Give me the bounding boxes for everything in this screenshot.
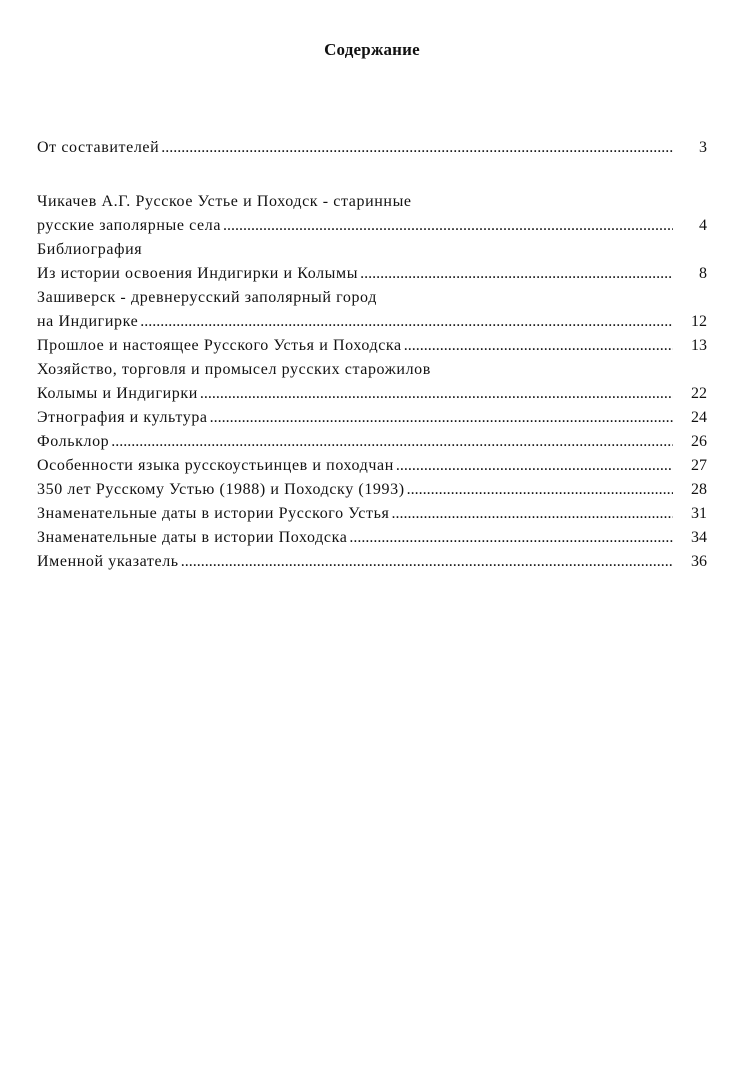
toc-entry-title: Из истории освоения Индигирки и Колымы: [37, 265, 359, 282]
toc-page-number: 24: [691, 409, 707, 426]
toc-entry-title: 350 лет Русскому Устью (1988) и Походску (1993): [37, 481, 405, 498]
toc-page-number: 13: [691, 337, 707, 354]
toc-entry: [37, 382, 707, 406]
dot-leader: [223, 214, 673, 238]
toc-entry-title: Фольклор: [37, 433, 110, 450]
toc-section-heading: Библиография: [37, 241, 143, 258]
toc-entry: [37, 550, 707, 574]
toc-entry-title: Колымы и Индигирки: [37, 385, 198, 402]
toc-entry: [37, 406, 707, 430]
toc-entry: [37, 310, 707, 334]
toc-entry: [37, 334, 707, 358]
dot-leader: [161, 136, 673, 160]
toc-entry: [37, 262, 707, 286]
toc-entry-title: на Индигирке: [37, 313, 139, 330]
toc-page-number: 28: [691, 481, 707, 498]
toc-entry: [37, 454, 707, 478]
toc-entry-title: От составителей: [37, 139, 160, 156]
dot-leader: [391, 502, 673, 526]
dot-leader: [140, 310, 673, 334]
dot-leader: [210, 406, 673, 430]
toc-entry: [37, 430, 707, 454]
toc-entry-title: Особенности языка русскоустьинцев и походчан: [37, 457, 394, 474]
toc-page-number: 12: [691, 313, 707, 330]
toc-entry-title: Знаменательные даты в истории Походска: [37, 529, 348, 546]
toc-page-number: 26: [691, 433, 707, 450]
dot-leader: [349, 526, 673, 550]
toc-page-number: 4: [699, 217, 707, 234]
toc-page-number: 34: [691, 529, 707, 546]
table-of-contents: [37, 136, 707, 574]
toc-entry-title: Именной указатель: [37, 553, 179, 570]
dot-leader: [396, 454, 673, 478]
toc-entry-title-line: Чикачев А.Г. Русское Устье и Походск - старинные: [37, 193, 412, 210]
toc-entry: [37, 502, 707, 526]
toc-page-number: 8: [699, 265, 707, 282]
toc-entry-title: русские заполярные села: [37, 217, 222, 234]
toc-page-number: 27: [691, 457, 707, 474]
toc-entry-title: Знаменательные даты в истории Русского Устья: [37, 505, 390, 522]
toc-page-number: 31: [691, 505, 707, 522]
toc-entry-title-line: Хозяйство, торговля и промысел русских старожилов: [37, 361, 431, 378]
dot-leader: [181, 550, 673, 574]
toc-entry-title: Этнография и культура: [37, 409, 208, 426]
dot-leader: [407, 478, 673, 502]
toc-entry: [37, 136, 707, 160]
toc-page-number: 3: [699, 139, 707, 156]
dot-leader: [360, 262, 673, 286]
page-title: Содержание: [324, 40, 420, 59]
dot-leader: [111, 430, 673, 454]
toc-entry-title-line: Зашиверск - древнерусский заполярный город: [37, 289, 377, 306]
toc-page-number: 36: [691, 553, 707, 570]
toc-entry: [37, 526, 707, 550]
toc-entry: [37, 478, 707, 502]
toc-entry: [37, 214, 707, 238]
dot-leader: [200, 382, 673, 406]
toc-page-number: 22: [691, 385, 707, 402]
dot-leader: [404, 334, 673, 358]
toc-entry-title: Прошлое и настоящее Русского Устья и Походска: [37, 337, 402, 354]
